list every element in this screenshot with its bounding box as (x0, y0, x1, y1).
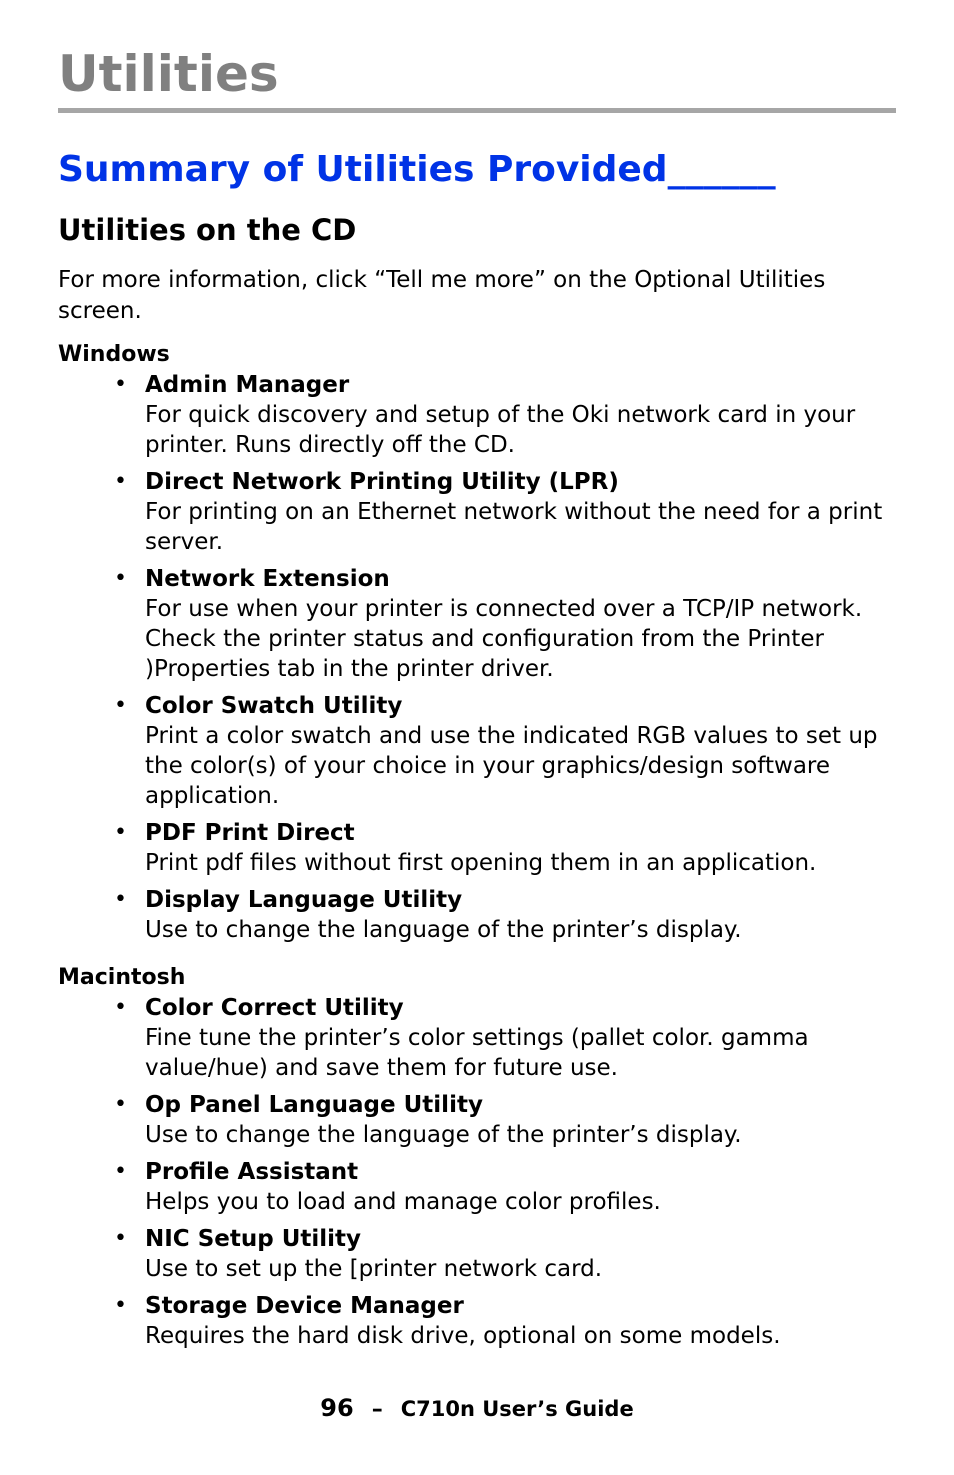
utility-description: Requires the hard disk drive, optional on some models. (145, 1323, 781, 1349)
utility-name: Op Panel Language Utility (145, 1092, 483, 1118)
bullet-icon: • (114, 1159, 127, 1184)
utility-name: NIC Setup Utility (145, 1226, 362, 1252)
utility-description: Use to change the language of the printer’s display. (145, 917, 742, 943)
utility-name: Color Swatch Utility (145, 693, 403, 719)
list-item (58, 993, 908, 1083)
title-divider (58, 108, 896, 113)
utility-name: Admin Manager (145, 372, 350, 398)
bullet-icon: • (114, 820, 127, 845)
section-heading: Summary of Utilities Provided______ (58, 149, 776, 190)
bullet-icon: • (114, 887, 127, 912)
page-footer (0, 1392, 954, 1427)
utility-description: Use to change the language of the printer’s display. (145, 1122, 742, 1148)
list-item (58, 370, 908, 460)
footer-separator: – (371, 1397, 383, 1422)
list-item (58, 1090, 908, 1150)
macintosh-utility-list (58, 993, 908, 1358)
bullet-icon: • (114, 372, 127, 397)
list-item (58, 818, 908, 878)
utility-name: Storage Device Manager (145, 1293, 464, 1319)
list-item (58, 1157, 908, 1217)
list-item (58, 885, 908, 945)
utility-description: Print pdf files without first opening them in an application. (145, 850, 817, 876)
page-title: Utilities (58, 45, 279, 103)
list-item (58, 1291, 908, 1351)
bullet-icon: • (114, 566, 127, 591)
macintosh-group-label: Macintosh (58, 965, 186, 990)
utility-description: Use to set up the [printer network card. (145, 1256, 603, 1282)
utility-name: PDF Print Direct (145, 820, 355, 846)
utility-description: Fine tune the printer’s color settings (pallet color. gamma value/hue) and save them for future use. (145, 1025, 809, 1081)
bullet-icon: • (114, 1293, 127, 1318)
utility-name: Color Correct Utility (145, 995, 404, 1021)
bullet-icon: • (114, 469, 127, 494)
utility-description: For use when your printer is connected over a TCP/IP network. Check the printer status and configuration from the Printer )Properties tab in the printer driver. (145, 596, 863, 682)
list-item (58, 1224, 908, 1284)
utility-description: For quick discovery and setup of the Oki network card in your printer. Runs directly off the CD. (145, 402, 856, 458)
utility-description: Helps you to load and manage color profiles. (145, 1189, 661, 1215)
utility-name: Network Extension (145, 566, 390, 592)
utility-description: Print a color swatch and use the indicated RGB values to set up the color(s) of your choice in your graphics/design software application. (145, 723, 878, 809)
guide-title: C710n User’s Guide (400, 1397, 634, 1421)
intro-paragraph: For more information, click “Tell me more” on the Optional Utilities screen. (58, 267, 826, 324)
utility-name: Profile Assistant (145, 1159, 359, 1185)
utility-name: Direct Network Printing Utility (LPR) (145, 469, 619, 495)
list-item (58, 691, 908, 811)
bullet-icon: • (114, 1226, 127, 1251)
bullet-icon: • (114, 1092, 127, 1117)
bullet-icon: • (114, 995, 127, 1020)
bullet-icon: • (114, 693, 127, 718)
utility-description: For printing on an Ethernet network without the need for a print server. (145, 499, 883, 555)
page-number: 96 (320, 1394, 354, 1422)
windows-utility-list (58, 370, 908, 952)
subsection-heading: Utilities on the CD (58, 213, 357, 247)
list-item (58, 467, 908, 557)
list-item (58, 564, 908, 684)
windows-group-label: Windows (58, 342, 170, 367)
utility-name: Display Language Utility (145, 887, 463, 913)
